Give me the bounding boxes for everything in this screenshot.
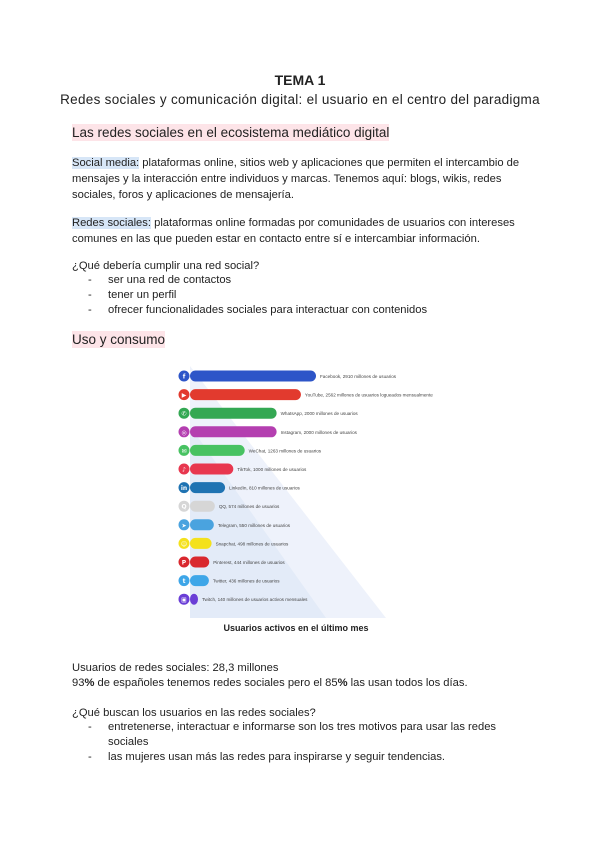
stat-usuarios: Usuarios de redes sociales: 28,3 millones: [72, 662, 279, 674]
instagram-icon-glyph: ◎: [181, 429, 187, 437]
youtube-icon-glyph: ▶: [181, 392, 187, 400]
bar-whatsapp: [190, 408, 277, 419]
list-item: - entretenerse, interactuar e informarse son los tres motivos para usar las redes sociales: [88, 721, 497, 748]
bar-twitch: [190, 594, 198, 605]
page-subtitle: Redes sociales y comunicación digital: el usuario en el centro del paradigma: [60, 92, 540, 107]
bar-wechat: [190, 445, 245, 456]
motives-list: [88, 720, 528, 765]
section-heading-text: Las redes sociales en el ecosistema mediático digital: [72, 125, 390, 140]
facebook-icon-glyph: f: [182, 373, 186, 381]
social-media-definition: [72, 155, 527, 203]
chart-svg: [176, 366, 433, 618]
list-item: - ser una red de contactos: [88, 274, 232, 286]
data-label-instagram: Instagram, 2000 millones de usuarios: [280, 429, 357, 435]
tiktok-icon-glyph: ♪: [182, 466, 186, 474]
data-label-pinterest: Pinterest, 444 millones de usuarios: [213, 560, 285, 565]
redes-sociales-term: Redes sociales:: [72, 217, 151, 229]
snapchat-icon-glyph: ☺: [180, 540, 188, 548]
question-buscan: ¿Qué buscan los usuarios en las redes sociales?: [72, 707, 316, 719]
data-label-qq: QQ, 574 millones de usuarios: [218, 504, 280, 510]
section-heading-text: Uso y consumo: [72, 332, 166, 347]
bar-pinterest: [190, 557, 209, 568]
redes-sociales-definition: [72, 215, 527, 247]
data-label-facebook: Facebook, 2910 millones de usuarios: [320, 374, 397, 379]
data-label-snapchat: Snapchat, 498 millones de usuarios: [215, 541, 289, 547]
list-item: - tener un perfil: [88, 289, 177, 301]
bar-qq: [190, 501, 215, 512]
bar-tiktok: [190, 464, 233, 475]
data-label-youtube: YouTube, 2562 millones de usuarios logueados mensualmente: [304, 392, 433, 398]
bar-instagram: [190, 426, 277, 437]
data-label-wechat: WeChat, 1263 millones de usuarios: [248, 448, 322, 454]
data-label-twitter: Twitter, 436 millones de usuarios: [212, 578, 280, 584]
list-item: - las mujeres usan más las redes para inspirarse y seguir tendencias.: [88, 751, 446, 763]
section-heading-ecosistema: [72, 125, 389, 140]
list-item: - ofrecer funcionalidades sociales para interactuar con contenidos: [88, 304, 428, 316]
social-media-term: Social media:: [72, 157, 140, 169]
chart-title: Usuarios activos en el último mes: [223, 623, 369, 633]
bar-twitter: [190, 575, 209, 586]
wechat-icon-glyph: ✉: [181, 447, 187, 455]
qq-icon-glyph: Q: [181, 503, 187, 511]
twitch-icon-glyph: ▣: [181, 596, 187, 604]
stat-porcentaje: 93% de españoles tenemos redes sociales pero el 85% las usan todos los días.: [72, 677, 468, 689]
data-label-tiktok: TikTok, 1000 millones de usuarios: [237, 467, 307, 472]
linkedin-icon-glyph: in: [180, 485, 188, 493]
social-networks-chart: [176, 366, 433, 618]
section-heading-uso: [72, 332, 165, 347]
data-label-twitch: Twitch, 140 millones de usuarios activos mensuales: [202, 597, 308, 603]
bar-snapchat: [190, 538, 212, 549]
data-label-telegram: Telegram, 550 millones de usuarios: [217, 522, 291, 528]
page-title: TEMA 1: [274, 72, 326, 88]
social-media-text: plataformas online, sitios web y aplicaciones que permiten el intercambio de mensajes y la interacción entre individuos y marcas. Tenemos aquí: blogs, wikis, redes sociales, foros y aplicaciones de mensajería.: [72, 157, 520, 201]
data-label-whatsapp: WhatsApp, 2000 millones de usuarios: [280, 411, 358, 417]
bar-youtube: [190, 389, 301, 400]
pinterest-icon-glyph: P: [181, 559, 187, 567]
requirements-list: [88, 273, 528, 318]
whatsapp-icon-glyph: ✆: [181, 410, 187, 418]
question-red-social: ¿Qué debería cumplir una red social?: [72, 260, 260, 272]
redes-sociales-text: plataformas online formadas por comunidades de usuarios con intereses comunes en las que pueden estar en contacto entre sí e intercambiar información.: [72, 217, 515, 245]
bar-facebook: [190, 371, 316, 382]
bar-linkedin: [190, 482, 225, 493]
twitter-icon-glyph: t: [182, 578, 186, 586]
telegram-icon-glyph: ➤: [181, 522, 187, 530]
bar-telegram: [190, 519, 214, 530]
data-label-linkedin: LinkedIn, 810 millones de usuarios: [229, 485, 300, 491]
